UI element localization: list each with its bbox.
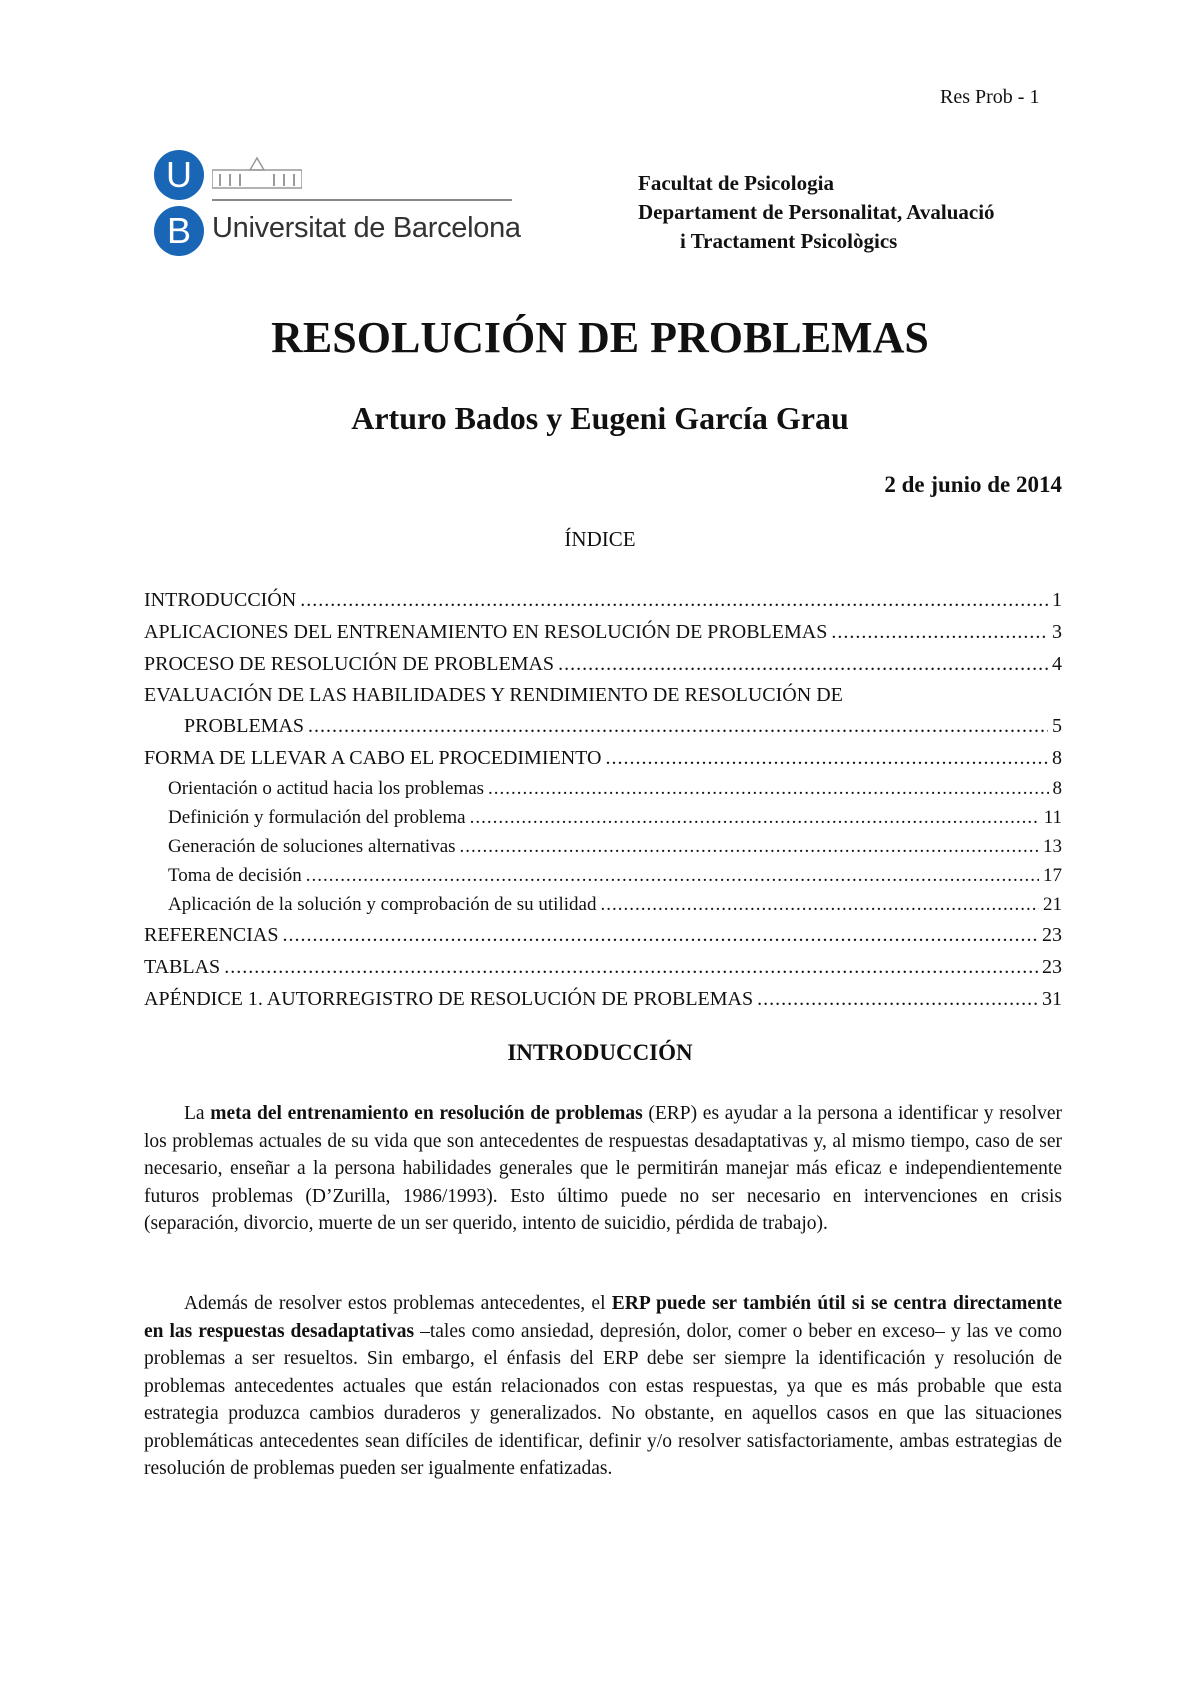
toc-subentry[interactable] [144, 803, 1062, 832]
logo-letter-b: B [154, 206, 204, 256]
logo-divider [212, 199, 512, 201]
logo-name: Universitat de Barcelona [212, 212, 521, 244]
toc-leader [757, 983, 1038, 1015]
document-title: RESOLUCIÓN DE PROBLEMAS [271, 313, 929, 362]
toc-label: Aplicación de la solución y comprobación de su utilidad [168, 894, 597, 915]
university-logo [150, 150, 520, 260]
toc-label: Definición y formulación del problema [168, 807, 466, 828]
toc-leader [600, 890, 1039, 919]
toc-page: 23 [1042, 924, 1062, 946]
p1-start: La [184, 1103, 211, 1124]
toc-label: Generación de soluciones alternativas [168, 836, 456, 857]
toc-page: 17 [1043, 865, 1062, 886]
toc-label: REFERENCIAS [144, 924, 279, 946]
intro-paragraph-2 [144, 1290, 1062, 1483]
toc-leader [605, 742, 1048, 774]
toc-page: 23 [1042, 956, 1062, 978]
toc-leader [470, 803, 1040, 832]
toc-entry[interactable] [144, 648, 1062, 680]
toc-entry[interactable] [144, 919, 1062, 951]
intro-paragraph-1 [144, 1100, 1062, 1238]
affiliation-line: i Tractament Psicològics [680, 229, 898, 253]
p2-start: Además de resolver estos problemas antecedentes, el [184, 1293, 612, 1314]
toc-subentry[interactable] [144, 890, 1062, 919]
toc-label: APÉNDICE 1. AUTORREGISTRO DE RESOLUCIÓN DE PROBLEMAS [144, 988, 754, 1010]
affiliation-line: Departament de Personalitat, Avaluació [638, 200, 995, 224]
logo-letter-u: U [154, 150, 204, 200]
toc-leader [300, 584, 1048, 616]
toc-entry[interactable] [144, 616, 1062, 648]
toc-leader [224, 951, 1038, 983]
toc-page: 8 [1052, 747, 1062, 769]
index-title: ÍNDICE [564, 527, 636, 551]
p2-emphasis: ERP puede ser también útil si se centra directamente en las respuestas desadaptativas [144, 1293, 1062, 1342]
toc-page: 21 [1043, 894, 1062, 915]
toc-leader [488, 774, 1048, 803]
toc-subentry[interactable] [144, 774, 1062, 803]
toc-subentry[interactable] [144, 861, 1062, 890]
running-header: Res Prob - 1 [940, 86, 1040, 108]
toc-label: Orientación o actitud hacia los problemas [168, 778, 485, 799]
toc-label[interactable]: EVALUACIÓN DE LAS HABILIDADES Y RENDIMIENTO DE RESOLUCIÓN DE [144, 684, 843, 706]
toc-label: PROCESO DE RESOLUCIÓN DE PROBLEMAS [144, 653, 555, 675]
toc-leader [306, 861, 1039, 890]
toc-page: 13 [1043, 836, 1062, 857]
p2-rest: –tales como ansiedad, depresión, dolor, comer o beber en exceso– y las ve como problemas a ser resueltos. Sin embargo, el énfasis del ERP debe ser siempre la identificación y resolución de problemas antecedentes actuales que están relacionados con estas respuestas, ya que es más probable que esta estrategia produzca cambios duraderos y generalizados. No obstante, en aquellos casos en que las situaciones problemáticas antecedentes sean difíciles de identificar, definir y/o resolver satisfactoriamente, ambas estrategias de resolución de problemas pueden ser igualmente enfatizadas. [144, 1320, 1063, 1479]
toc-page: 1 [1052, 589, 1062, 611]
toc-leader [308, 710, 1048, 742]
toc-page: 3 [1052, 621, 1062, 643]
toc-leader [282, 919, 1038, 951]
toc-page: 4 [1052, 653, 1062, 675]
affiliation [638, 169, 995, 256]
toc-entry[interactable] [144, 710, 1062, 742]
toc-label: Toma de decisión [168, 865, 302, 886]
p1-rest: (ERP) es ayudar a la persona a identificar y resolver los problemas actuales de su vida que son antecedentes de respuestas desadaptativas y, al mismo tiempo, caso de ser necesario, enseñar a la persona habilidades generales que le permitirán manejar más eficaz e independientemente futuros problemas (D’Zurilla, 1986/1993). Esto último puede no ser necesario en intervenciones en crisis (separación, divorcio, muerte de un ser querido, intento de suicidio, pérdida de trabajo). [144, 1103, 1062, 1234]
toc-leader [831, 616, 1048, 648]
toc-label: FORMA DE LLEVAR A CABO EL PROCEDIMIENTO [144, 747, 602, 769]
toc-leader [558, 648, 1048, 680]
toc-entry[interactable] [144, 951, 1062, 983]
toc-entry[interactable] [144, 983, 1062, 1015]
toc-page: 31 [1042, 988, 1062, 1010]
toc-label: APLICACIONES DEL ENTRENAMIENTO EN RESOLUCIÓN DE PROBLEMAS [144, 621, 828, 643]
toc-page: 8 [1052, 778, 1062, 799]
toc-label: INTRODUCCIÓN [144, 589, 297, 611]
toc-leader [460, 832, 1039, 861]
toc-label: TABLAS [144, 956, 221, 978]
p1-emphasis: meta del entrenamiento en resolución de problemas [210, 1103, 643, 1124]
section-heading-introduccion: INTRODUCCIÓN [507, 1040, 693, 1065]
document-date: 2 de junio de 2014 [884, 472, 1062, 497]
toc-entry[interactable] [144, 742, 1062, 774]
building-icon [212, 156, 302, 190]
authors: Arturo Bados y Eugeni García Grau [351, 400, 849, 436]
affiliation-line: Facultat de Psicologia [638, 171, 834, 195]
toc-page: 5 [1052, 715, 1062, 737]
toc-entry[interactable] [144, 584, 1062, 616]
toc-subentry[interactable] [144, 832, 1062, 861]
toc-label-continued: PROBLEMAS [184, 715, 305, 737]
table-of-contents [144, 584, 1062, 1015]
toc-page: 11 [1043, 807, 1062, 828]
